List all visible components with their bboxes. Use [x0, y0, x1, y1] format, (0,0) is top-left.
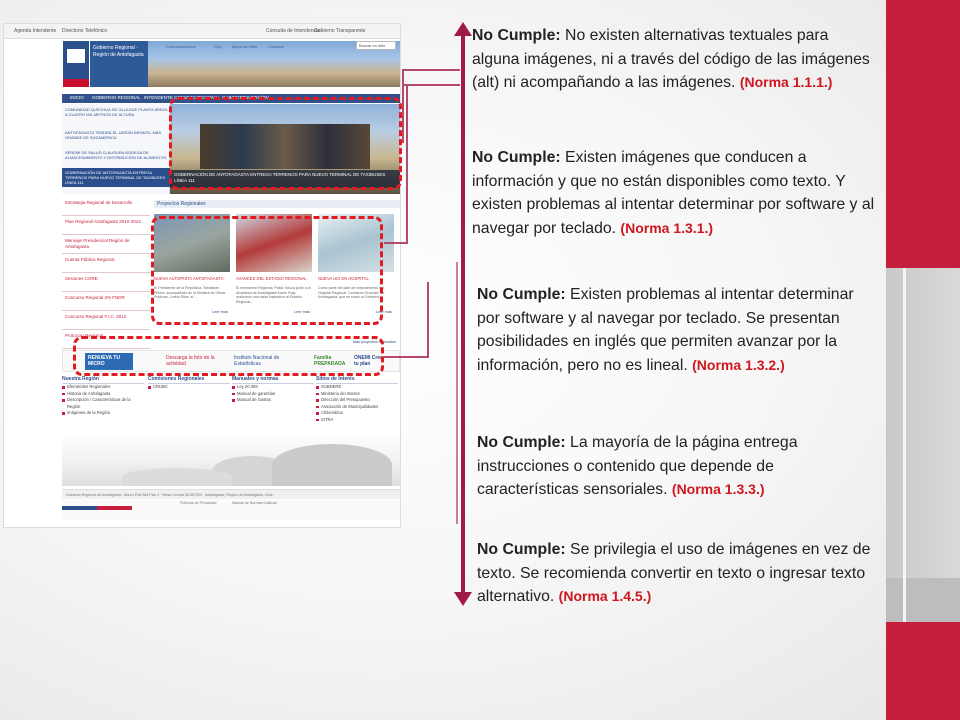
- banner-onemi[interactable]: ONEMI Crea tu plan: [354, 355, 383, 367]
- footer-link[interactable]: Asociación de Municipalidades: [316, 404, 398, 411]
- decorative-gray-band-lower: [886, 578, 960, 622]
- sidebar-item[interactable]: Estrategia Regional de Desarrollo: [62, 198, 150, 216]
- norma-reference: (Norma 1.1.1.): [739, 74, 833, 90]
- footer-link[interactable]: CRUBC: [148, 384, 230, 391]
- left-sidebar: [62, 198, 150, 352]
- nav-item[interactable]: INICIO: [70, 95, 84, 100]
- footer-link[interactable]: Chilemática: [316, 410, 398, 417]
- footer-link[interactable]: Manual de Gastos: [232, 397, 314, 404]
- sidebar-item[interactable]: Protocolo Regional: [62, 331, 150, 349]
- note-label: No Cumple:: [477, 434, 566, 451]
- proyecto-title[interactable]: NUEVA UCI EN HOSPITAL: [318, 276, 369, 281]
- norma-reference: (Norma 1.4.5.): [558, 588, 652, 604]
- proyecto-text: El Intendente Regional, Pablo Toloza junto a la Alcaldesa de Antofagasta Karen Rojo, realizaron una visita inspectiva al Estadio Regional...: [236, 286, 311, 304]
- highlight-proyectos: [151, 216, 383, 325]
- footer-link[interactable]: SUBDERE: [316, 384, 398, 391]
- note-label: No Cumple:: [472, 27, 561, 44]
- footer-column-heading: Manuales y normas: [232, 376, 314, 384]
- topbar-link[interactable]: Agenda Intendente: [14, 28, 57, 34]
- proyecto-title[interactable]: NUEVA AUTOPISTA ANTOFAGASTA-: [154, 276, 225, 281]
- footer-column-heading: Comisiones Regionales: [148, 376, 230, 384]
- note-label: No Cumple:: [477, 541, 566, 558]
- slider-caption: GOBERNACIÓN DE ANTOFAGASTA ENTREGA TERRENOS PARA NUEVO TERMINAL DE TAXIBUSES LÍNEA 111: [170, 170, 400, 188]
- proyecto-text: El Presidente de la República, Sebastián Piñera, acompañado de la Ministra de Obras Públicas, Loreto Silva, el...: [154, 286, 226, 299]
- nav-item[interactable]: GABINETE: [222, 95, 245, 100]
- news-list: [62, 104, 170, 194]
- decorative-red-band-top: [886, 0, 960, 268]
- decorative-band-divider: [903, 268, 906, 622]
- proyecto-title[interactable]: AVANCES DEL ESTADIO REGIONAL: [236, 276, 307, 281]
- footer-link-columns: [62, 376, 400, 436]
- util-link[interactable]: Mapa del Sitio: [232, 44, 258, 49]
- connector-line: [402, 84, 460, 86]
- footer-link[interactable]: Ley 20.393: [232, 384, 314, 391]
- norma-reference: (Norma 1.3.3.): [671, 481, 765, 497]
- search-input[interactable]: Buscar en sitio: [356, 41, 396, 50]
- banner-renueva-tu-micro[interactable]: RENUEVA TU MICRO: [85, 353, 133, 370]
- note-text: Se privilegia el uso de imágenes en vez de texto. Se recomienda convertir en texto o ingresar texto alternativo.: [477, 541, 871, 605]
- note-text: Existen imágenes que conducen a información y que no están disponibles como texto. Y existen problemas al intentar determinar por software y al navegar por teclado.: [472, 149, 875, 237]
- util-link[interactable]: Comunicaciones: [166, 44, 196, 49]
- footer-base: [62, 500, 400, 520]
- connector-line: [384, 242, 408, 244]
- proyectos-title: Proyectos Regionales: [154, 200, 400, 208]
- connector-line: [406, 84, 408, 242]
- banner-familia-preparada[interactable]: Familia PREPARADA: [314, 355, 346, 367]
- connector-line: [402, 69, 404, 143]
- sidebar-item[interactable]: Sesiones CORE: [62, 274, 150, 292]
- flag-stripe-blue: [62, 506, 97, 510]
- footer-link[interactable]: SITRA: [316, 417, 398, 424]
- note-label: No Cumple:: [477, 286, 566, 303]
- footer-column: [148, 376, 230, 391]
- util-link[interactable]: Contacto: [268, 44, 285, 49]
- connector-line: [384, 356, 429, 358]
- footer-link[interactable]: Efemérides Regionales: [62, 384, 144, 391]
- topbar-link[interactable]: Consulta de Intendencia: [266, 28, 320, 34]
- sidebar-item[interactable]: Plan Regional Antofagasta 2010-2014: [62, 217, 150, 235]
- footer-link[interactable]: Ministerio del Interior: [316, 391, 398, 398]
- norma-reference: (Norma 1.3.2.): [692, 356, 785, 373]
- topbar-link[interactable]: Gobierno Transparente: [314, 28, 366, 34]
- news-item-active[interactable]: GOBERNACIÓN DE ANTOFAGASTA ENTREGA TERRENOS PARA NUEVO TERMINAL DE TAXIBUSES LÍNEA 111: [62, 168, 170, 187]
- sidebar-item[interactable]: Concurso Regional F.I.C. 2012: [62, 312, 150, 330]
- sidebar-item[interactable]: Concurso Regional 2% FNDR: [62, 293, 150, 311]
- footer-base-link[interactable]: Manual de Normas Gráficas: [232, 501, 277, 505]
- news-item[interactable]: SEREMI DE SALUD CLAUSURA BODEGA DE ALMACENAMIENTO Y DISTRIBUCIÓN DE ALIMENTOS: [65, 150, 167, 160]
- nav-item[interactable]: GOBIERNO REGIONAL: [92, 95, 141, 100]
- news-item[interactable]: COMUNIDAD QUECHUA DE OLLAGÜE PLANTA ÁRBOL A CUATRO MIL METROS DE ALTURA: [65, 107, 168, 117]
- highlight-slider: [169, 97, 402, 190]
- note-text: La mayoría de la página entrega instrucciones o contenido que depende de características sensoriales.: [477, 434, 798, 498]
- footer-link[interactable]: Imágenes de la Región: [62, 410, 144, 417]
- footer-link[interactable]: Dirección del Presupuesto: [316, 397, 398, 404]
- nav-item[interactable]: INTENDENTE: [144, 95, 173, 100]
- note-label: No Cumple:: [472, 149, 561, 166]
- header-title: Gobierno Regional · Región de Antofagasta: [90, 41, 148, 87]
- note-4: [477, 431, 867, 502]
- nav-item[interactable]: INVERSIÓN: [244, 95, 269, 100]
- topbar-link[interactable]: Directorio Telefónico: [62, 28, 108, 34]
- footer-base-link[interactable]: Políticas de Privacidad: [180, 501, 217, 505]
- website-topbar: [4, 24, 401, 39]
- footer-link[interactable]: Descripción / Características de la Región: [62, 397, 144, 410]
- arrow-head-up-icon: [454, 22, 472, 36]
- footer-column: [62, 376, 144, 417]
- note-text: No existen alternativas textuales para alguna imágenes, ni a través del código de las imágenes (alt) ni acompañando a las imágenes.: [472, 27, 870, 91]
- footer-link[interactable]: Manual de garantías: [232, 391, 314, 398]
- note-text: Existen problemas al intentar determinar por software y al navegar por teclado. Se presentan posibilidades en inglés que permiten avanzar por la información, pero no es lineal.: [477, 286, 854, 374]
- flag-stripe-red: [97, 506, 132, 510]
- highlight-banners: [73, 336, 384, 376]
- banner-ine[interactable]: Instituto Nacional de Estadísticas: [234, 355, 280, 367]
- leer-mas-link[interactable]: Leer más: [294, 310, 310, 314]
- gobierno-logo[interactable]: [63, 41, 89, 87]
- decorative-red-band-bottom: [886, 622, 960, 720]
- news-item[interactable]: ANTOFAGASTA TENDRÁ EL JARDÍN INFANTIL MÁS GRANDE DE SUDAMÉRICA: [65, 130, 162, 140]
- nav-item[interactable]: CONSEJO REGIONAL: [174, 95, 221, 100]
- connector-line: [427, 282, 429, 357]
- footer-column-heading: Nuestra Región: [62, 376, 144, 384]
- note-1: [472, 24, 876, 95]
- note-3: [477, 283, 865, 377]
- footer-link[interactable]: Historia de Antofagasta: [62, 391, 144, 398]
- sidebar-item[interactable]: Cuenta Pública Regional: [62, 255, 150, 273]
- leer-mas-link[interactable]: Leer más: [212, 310, 228, 314]
- mas-proyectos-link[interactable]: Más proyectos regionales: [352, 340, 396, 344]
- proyecto-text: Como parte del plan de mejoramiento del Hospital Regional "Leonardo Guzmán" de Antofagasta, que se sumó al Gobierno...: [318, 286, 385, 299]
- footer-skyline-illustration: [62, 434, 400, 486]
- inner-divider-line: [456, 262, 458, 524]
- banner-descarga-foto[interactable]: Descarga la foto de la actividad: [166, 355, 215, 367]
- footer-column-heading: Sitios de Interés: [316, 376, 398, 384]
- footer-address: Gobierno Regional de Antofagasta · Arturo Prat 384 Piso 2 · Mesa Central 55-357500 · Antofagasta, Región de Antofagasta, Chile.: [62, 489, 400, 499]
- leer-mas-link[interactable]: Leer más: [376, 310, 392, 314]
- norma-reference: (Norma 1.3.1.): [620, 219, 714, 236]
- decorative-gray-band: [886, 268, 960, 578]
- sidebar-item[interactable]: Mensaje Presidencial Región de Antofagasta: [62, 236, 150, 254]
- note-2: [472, 146, 882, 240]
- note-5: [477, 538, 882, 609]
- footer-column: [232, 376, 314, 404]
- footer-column: [316, 376, 398, 423]
- arrow-head-down-icon: [454, 592, 472, 606]
- connector-line: [402, 69, 460, 71]
- util-link[interactable]: FAQ: [214, 44, 223, 49]
- vertical-arrow: [461, 32, 465, 596]
